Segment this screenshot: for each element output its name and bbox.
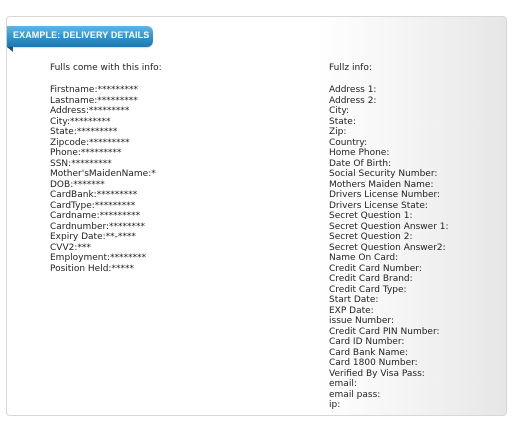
list-item: State: bbox=[329, 116, 356, 127]
list-item: Zipcode:********* bbox=[50, 137, 130, 148]
list-item: Address 2: bbox=[329, 95, 377, 106]
list-item: Secret Question 1: bbox=[329, 211, 413, 221]
list-item: City:********* bbox=[50, 116, 111, 127]
list-item: Social Security Number: bbox=[329, 169, 438, 179]
list-item: SSN:********* bbox=[50, 158, 112, 169]
list-item: Position Held:***** bbox=[50, 263, 134, 274]
list-item: Verified By Visa Pass: bbox=[329, 368, 425, 379]
list-item: Drivers License State: bbox=[329, 200, 428, 211]
list-item: CardBank:********* bbox=[50, 190, 138, 200]
list-item: Firstname:********* bbox=[50, 85, 138, 95]
list-item: CardType:********* bbox=[50, 200, 136, 211]
list-item: DOB:******* bbox=[50, 179, 105, 190]
list-item: Card ID Number: bbox=[329, 337, 405, 347]
list-item: Name On Card: bbox=[329, 253, 399, 263]
section-title: EXAMPLE: DELIVERY DETAILS bbox=[13, 30, 150, 40]
list-item: Date Of Birth: bbox=[329, 158, 392, 169]
list-item: Cardname:********* bbox=[50, 211, 141, 221]
list-item: Credit Card PIN Number: bbox=[329, 326, 440, 337]
list-item: Cardnumber:******** bbox=[50, 221, 146, 232]
list-item: Home Phone: bbox=[329, 148, 390, 158]
list-item: EXP Date: bbox=[329, 305, 374, 316]
list-item: Card 1800 Number: bbox=[329, 358, 418, 368]
left-column-heading: Fulls come with this info: bbox=[50, 63, 162, 73]
list-item: email pass: bbox=[329, 389, 381, 400]
fulls-info-list bbox=[50, 85, 156, 274]
list-item: Drivers License Number: bbox=[329, 190, 441, 200]
list-item: Secret Question Answer 1: bbox=[329, 221, 449, 232]
list-item: email: bbox=[329, 379, 357, 389]
list-item: Phone:********* bbox=[50, 148, 122, 158]
list-item: Address:********* bbox=[50, 106, 130, 116]
tab-fold bbox=[7, 47, 13, 52]
list-item: Expiry Date:**-**** bbox=[50, 232, 136, 242]
list-item: Lastname:********* bbox=[50, 95, 138, 106]
list-item: CVV2:*** bbox=[50, 242, 91, 253]
list-item: Mother'sMaidenName:* bbox=[50, 169, 156, 179]
list-item: Credit Card Brand: bbox=[329, 274, 413, 284]
right-column-heading: Fullz info: bbox=[329, 63, 372, 73]
list-item: Start Date: bbox=[329, 295, 379, 305]
list-item: City: bbox=[329, 106, 350, 116]
list-item: Card Bank Name: bbox=[329, 347, 408, 358]
delivery-details-panel bbox=[6, 16, 507, 416]
list-item: issue Number: bbox=[329, 316, 395, 326]
list-item: State:********* bbox=[50, 127, 118, 137]
list-item: Mothers Maiden Name: bbox=[329, 179, 434, 190]
list-item: ip: bbox=[329, 400, 341, 410]
list-item: Employment:******** bbox=[50, 253, 147, 263]
list-item: Country: bbox=[329, 137, 368, 148]
list-item: Secret Question 2: bbox=[329, 232, 413, 242]
list-item: Credit Card Type: bbox=[329, 284, 407, 295]
list-item: Secret Question Answer2: bbox=[329, 242, 446, 253]
list-item: Address 1: bbox=[329, 85, 377, 95]
list-item: Credit Card Number: bbox=[329, 263, 422, 274]
fullz-info-list bbox=[329, 85, 449, 411]
list-item: Zip: bbox=[329, 127, 347, 137]
